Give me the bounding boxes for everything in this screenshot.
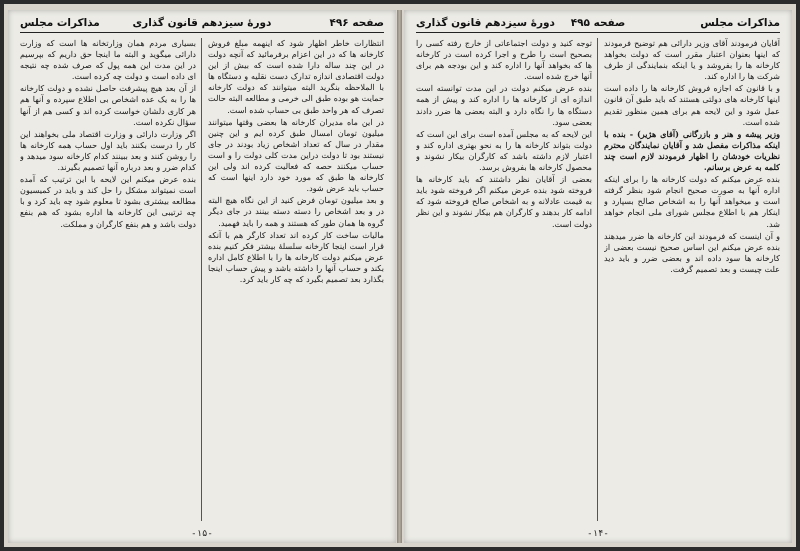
book-gutter [397, 10, 402, 543]
text-column-right [208, 38, 384, 521]
paragraph: و بعد میلیون تومان فرض کنید از این نگاه هیچ البته در و بعد اشخاص را دسته دسته بینند در جای دیگر گروه ها همان طور که هستند و همه را باید فهمید. [208, 195, 384, 228]
paragraph: انتظارات خاطر اظهار شود که اینهمه مبلغ فروش کارخانه ها که در این اعزام برفرمائید که آنچه دولت در این چند ساله دارا شده است که بیش از این دولت اقتصادی اندازه تدارک دست نقلیه و دستگاه ها با الملاحظه بنگرید البته میتوانند که دولت کارخانه حمایت هو بوده طبق الی خرمی و مطالعه البته حالت تصرف که هر واحد طبق بی حساب شده است. [208, 38, 384, 115]
running-title: دورهٔ سیزدهم قانون گذاری [132, 17, 272, 29]
paragraph: بسیاری مردم همان وزارتخانه ها است که وزارت دارائی میگوید و البته ما اینجا حق داریم که بپرسیم در این مدت این همه پول که صرف شده چه نتیجه ای داده است و دولت چه کرده است. [20, 38, 196, 82]
speaker-paragraph: وزیر پیشه و هنر و بازرگانی (آقای هژیر) - بنده با اینکه مذاکرات مفصل شد و آقایان نمایندگان محترم نظریات خودشان را اظهار فرمودند لازم است چند کلمه به عرض برسانم. [604, 128, 780, 173]
page-footer: -۱۴- [587, 529, 609, 539]
paragraph: بنده عرض میکنم که دولت کارخانه ها را برای اینکه اداره آنها به صورت صحیح انجام شود بنظر گرفته است و میخواهد آنها را به اشخاص صالح بسپارد و اینکار هم با اطلاع مجلس شورای ملی انجام خواهد شد. [604, 174, 780, 229]
section-title: مذاکرات مجلس [700, 17, 780, 29]
running-title: دورهٔ سیزدهم قانون گذاری [416, 17, 555, 29]
page-number: صفحه ۴۹۶ [329, 17, 384, 29]
page-number: صفحه ۴۹۵ [570, 17, 626, 29]
text-column-right [604, 38, 780, 521]
page-header [416, 16, 780, 33]
paragraph: بنده عرض میکنم دولت در این مدت توانسته است اندازه ای از کارخانه ها را اداره کند و پیش از همه دستگاه ها را نگاه دارد و البته بعضی ها ضرر دادند بعضی سود. [416, 83, 592, 127]
paragraph: اگر وزارت دارائی و وزارت اقتصاد ملی بخواهند این کار را درست بکنند باید اول حساب همه کارخانه ها را روشن کنند و بعد ببینند کدام کارخانه سود میدهد و کدام ضرر و بعد درباره آنها تصمیم بگیرند. [20, 128, 196, 173]
paragraph: بنده عرض میکنم این لایحه با این ترتیب که آمده است نمیتواند مشکل را حل کند و باید در کمیسیون مطالعه بیشتری بشود تا معلوم شود چه باید کرد و با چه ترتیبی این کارخانه ها اداره بشود که هم بنفع دولت باشد و هم بنفع کارگران و مملکت. [20, 174, 196, 229]
page-header [20, 16, 384, 33]
paragraph: از آن بعد هیچ پیشرفت حاصل نشده و دولت کارخانه ها را به یک عده اشخاص بی اطلاع سپرده و آنها هم هر کاری دلشان خواست کرده اند و کسی هم از آنها سؤال نکرده است. [20, 83, 196, 127]
column-divider [597, 38, 598, 521]
paragraph: آقایان فرمودند آقای وزیر دارائی هم توضیح فرمودند که اینها بعنوان اعتبار مقرر است که دولت بخواهد کارخانه ها را بفروشد و یا اینکه بنمایندگی از طرف شرکت ها را اداره کند. [604, 38, 780, 82]
paragraph: و آن اینست که فرمودند این کارخانه ها ضرر میدهند بنده عرض میکنم این اساس صحیح نیست بعضی از کارخانه ها سود داده اند و بعضی ضرر و باید دید علت چیست و بعد تصمیم گرفت. [604, 230, 780, 274]
text-column-left [416, 38, 592, 521]
page-footer: -۱۵- [191, 529, 213, 539]
paragraph: این لایحه که به مجلس آمده است برای این است که دولت بتواند کارخانه ها را به نحو بهتری اداره کند و اعتبار لازم داشته باشد که کارگران بیکار نشوند و محصول کارخانه ها بفروش برسد. [416, 128, 592, 173]
text-column-left [20, 38, 196, 521]
column-divider [201, 38, 202, 521]
paragraph: بعضی از آقایان نظر داشتند که باید کارخانه ها فروخته شود بنده عرض میکنم اگر فروخته شود باید به قیمت عادلانه و به اشخاص صالح فروخته شود که ادامه کار بدهند و کارگران هم بیکار نشوند و این نظر دولت است. [416, 174, 592, 229]
book-spread [4, 4, 796, 547]
paragraph: مالیات ساخت کار کرده اند تعداد کارگر هم با آنکه قرار است اینجا کارخانه سلسلهٔ بیشتر فکر کنیم بنده عرض میکنم دولت کارخانه ها را با اطلاع کامل اداره بکند و حساب آنها را داشته باشد و پیش حساب اینجا بگذارد بعد تصمیم بگیرد که چه کار باید کرد. [208, 229, 384, 284]
page-495 [404, 10, 792, 543]
paragraph: و با قانون که اجازه فروش کارخانه ها را داده است اینها کارخانه های دولتی هستند که باید طبق آن قانون عمل شود و این لایحه هم برای همین منظور تقدیم شده است. [604, 83, 780, 127]
paragraph: در این ماه مدیران کارخانه ها بعضی وقتها میتوانند میلیون تومان امسال طبق کرده ایم و این چنین مقدار در سال که تعداد اشخاص زیاد بودند در جای نیستند بود تا دولت دراین مدت کلی دولت را و است حساب میکنند حصه که فعالیت کرده اند ولی این کارخانه ها طبق که مورد خود دارد اینها است که حساب باید عرض شود. [208, 116, 384, 194]
paragraph: توجه کنید و دولت اجتماعاتی از خارج رفته کسی را بصحیح است را طرح و اجرا کرده است در کارخانه ها که بخواهد آنها را اداره کند و این بودجه هم برای آنها خرج شده است. [416, 38, 592, 82]
page-496 [8, 10, 396, 543]
section-title: مذاکرات مجلس [20, 17, 100, 29]
